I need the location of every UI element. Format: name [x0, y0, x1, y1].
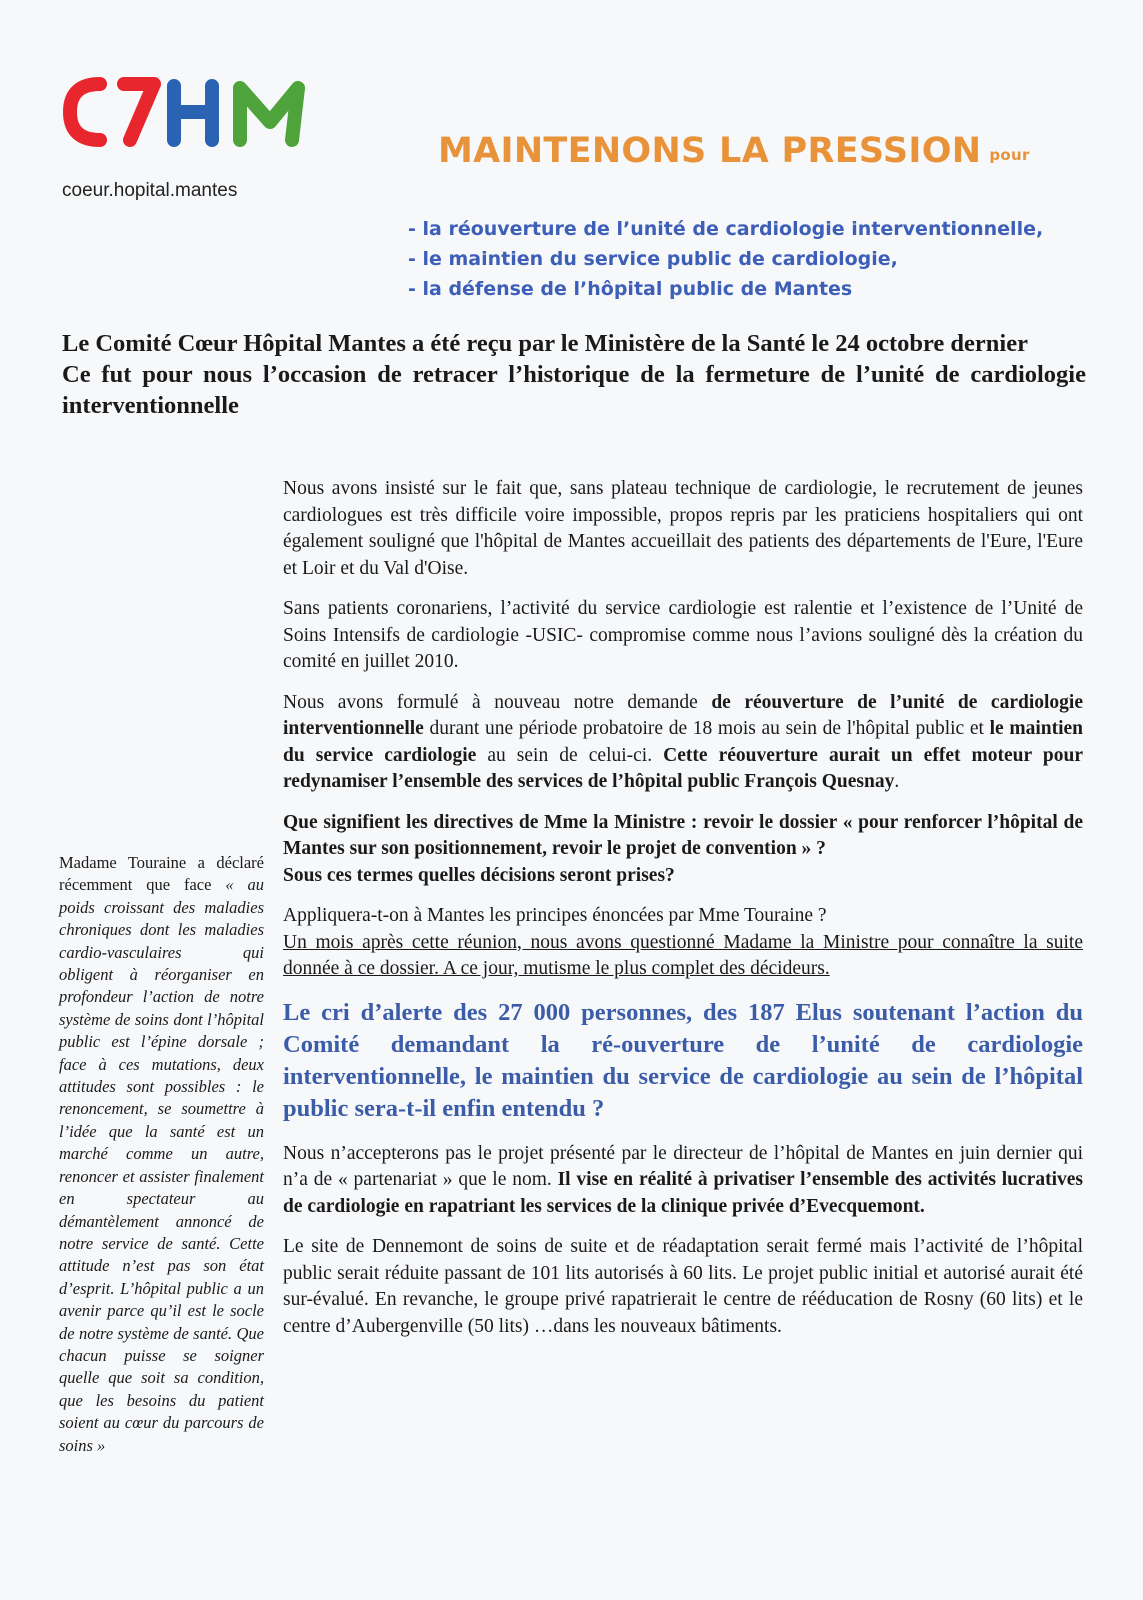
question-block: [283, 810, 1083, 890]
question-1: Que signifient les directives de Mme la Ministre : revoir le dossier « pour renforcer l’hôpital de Mantes sur son positionnement, revoir le projet de convention » ?: [283, 811, 1083, 859]
sidebar-intro: Madame Touraine a déclaré récemment que face: [59, 853, 264, 895]
slogan-suffix: pour: [989, 146, 1030, 164]
question-2: Sous ces termes quelles décisions seront prises?: [283, 864, 675, 886]
article-body: [283, 476, 1083, 1354]
headline: [62, 328, 1086, 421]
slogan-main: MAINTENONS LA PRESSION: [438, 131, 982, 171]
cohm-logo: [62, 70, 362, 150]
bold-span: Il vise en réalité à privatiser l’ensemble des activités lucratives de cardiologie en rapatriant les services de la clinique privée d’Evecquemont.: [283, 1169, 1083, 1217]
text-span: .: [894, 771, 900, 792]
text-span: Nous avons formulé à nouveau notre demande: [283, 691, 712, 713]
bold-span: Cette réouverture aurait un effet moteur pour redynamiser l’ensemble des services de l’hôpital public François Quesnay: [283, 744, 1083, 792]
sidebar-quote-text: « au poids croissant des maladies chroniques dont les maladies cardio-vasculaires qui obligent à réorganiser en profondeur l’action de notre système de soins dont l’hôpital public est l’épine dorsale ; face à ces mutations, deux attitudes sont possibles : le renoncement, se soumettre à l’idée que la santé est un marché comme un autre, renoncer et assister finalement en spectateur au démantèlement annoncé de notre service de santé. Cette attitude n’est pas son état d’esprit. L’hôpital public a un avenir parce qu’il est le socle de notre système de santé. Que chacun puisse se soigner quelle que soit sa condition, que les besoins du patient soient au cœur du parcours de soins »: [59, 875, 264, 1455]
paragraph-4: Appliquera-t-on à Mantes les principes énoncées par Mme Touraine ?: [283, 905, 827, 926]
paragraph-5: Un mois après cette réunion, nous avons questionné Madame la Ministre pour connaître la suite donnée à ce dossier. A ce jour, mutisme le plus complet des décideurs.: [283, 931, 1083, 979]
goal-item: - le maintien du service public de cardiologie,: [408, 248, 898, 270]
goal-item: - la défense de l’hôpital public de Mantes: [408, 278, 853, 300]
headline-line-2: Ce fut pour nous l’occasion de retracer l’historique de la fermeture de l’unité de cardiologie interventionnelle: [62, 361, 1086, 419]
paragraph-6: [283, 1141, 1083, 1221]
alert-heading: Le cri d’alerte des 27 000 personnes, des 187 Elus soutenant l’action du Comité demandant la ré-ouverture de l’unité de cardiologie interventionnelle, le maintien du service de cardiologie au sein de l’hôpital public sera-t-il enfin entendu ?: [283, 998, 1083, 1122]
sidebar-quote: [59, 852, 264, 1457]
text-span: durant une période probatoire de 18 mois au sein de l'hôpital public et: [423, 718, 990, 739]
text-span: au sein de celui-ci.: [476, 744, 664, 766]
slogan: [438, 131, 1030, 171]
text-span: Nous n’accepterons pas le projet présenté par le directeur de l’hôpital de Mantes en juin dernier qui n’a de « partenariat » que le nom.: [283, 1142, 1083, 1190]
paragraph-3: [283, 690, 1083, 796]
goal-item: - la réouverture de l’unité de cardiologie interventionnelle,: [408, 218, 1044, 240]
paragraph-7: Le site de Dennemont de soins de suite et de réadaptation serait fermé mais l’activité de l’hôpital public serait réduite passant de 101 lits autorisés à 60 lits. Le projet public initial et autorisé aurait été sur-évalué. En revanche, le groupe privé rapatrierait le centre de rééducation de Rosny (60 lits) et le centre d’Aubergenville (50 lits) …dans les nouveaux bâtiments.: [283, 1236, 1083, 1337]
site-name: coeur.hopital.mantes: [62, 180, 238, 201]
bold-span: de réouverture de l’unité de cardiologie interventionnelle: [283, 691, 1083, 739]
bold-span: le maintien du service cardiologie: [283, 718, 1083, 766]
paragraph-1: Nous avons insisté sur le fait que, sans plateau technique de cardiologie, le recrutement de jeunes cardiologues est très difficile voire impossible, propos repris par les praticiens hospitaliers qui ont également souligné que l'hôpital de Mantes accueillait des patients des départements de l'Eure, l'Eure et Loir et du Val d'Oise.: [283, 478, 1083, 579]
paragraph-2: Sans patients coronariens, l’activité du service cardiologie est ralentie et l’existence de l’Unité de Soins Intensifs de cardiologie -USIC- compromise comme nous l’avions souligné dès la création du comité en juillet 2010.: [283, 598, 1083, 672]
headline-line-1: Le Comité Cœur Hôpital Mantes a été reçu par le Ministère de la Santé le 24 octobre dernier: [62, 330, 1028, 357]
goals-list: [408, 214, 1043, 304]
